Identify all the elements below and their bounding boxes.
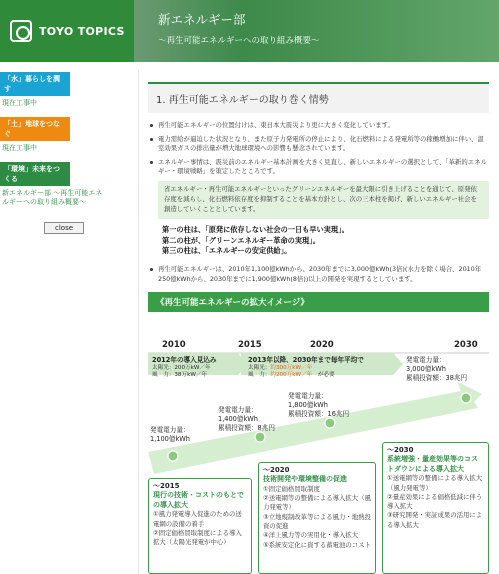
logo-banner[interactable] xyxy=(0,0,134,62)
box-2020: 〜2020 技術開発や環境整備の促進 ①固定価格買取制度 ②送電網等の整備による導入拡大（風力発電等） ③立地規制改革等による風力・地熱投資の促進 ④洋上風力等の実用化・導入拡大 ⑤系統安定化に資する蓄電池のコスト xyxy=(258,462,376,574)
three-pillars xyxy=(162,225,489,257)
sidebar-heading-environment: 「環境」未来をつくる xyxy=(0,162,70,186)
logo-text: TOYO TOPICS xyxy=(39,24,125,38)
sidebar-heading-water: 「水」暮らしを潤す xyxy=(0,72,70,96)
point-2015-label: 発電電力量： 1,400億kWh 累積投資額：8兆円 xyxy=(218,406,275,432)
point-2030 xyxy=(461,393,471,403)
year-2015: 2015 xyxy=(238,340,262,350)
bullet-item: 再生可能エネルギーは、2010年1,100億kWhから、2030年までに3,000億kWh(3倍)(水力を除く場合、2010年250億kWhから、2030年までに1,900億kWh(8倍))以上の開発を実現するとしています。 xyxy=(148,265,489,284)
band-2013-text xyxy=(248,356,398,380)
point-2010 xyxy=(168,451,178,461)
point-2020 xyxy=(325,418,335,428)
sidebar xyxy=(0,72,105,234)
bullet-item: 電力需給が逼迫した状況となり、また原子力発電所の停止により、化石燃料による発電所等の稼働増加に伴い、温室効果ガスの排出量が増大地球環境への影響も懸念されています。 xyxy=(148,135,489,154)
point-2015 xyxy=(255,432,265,442)
sidebar-heading-soil: 「土」地球をつなぐ xyxy=(0,117,70,141)
page-subtitle: 〜再生可能エネルギーへの取り組み概要〜 xyxy=(158,36,320,46)
band-2012-title: 2012年の導入見込み xyxy=(152,356,217,364)
point-2030-label: 発電電力量： 3,000億kWh 累積投資額：38兆円 xyxy=(406,356,468,382)
sidebar-section-soil xyxy=(0,117,105,154)
band-2013-solar: 太陽光：約300万kW／年 xyxy=(248,364,313,371)
band-2013-wind: 風 力：約200万kW／年 が必要 xyxy=(248,372,335,379)
policy-box: 省エネルギー・再生可能エネルギーといったグリーンエネルギーを最大限に引き上げることを通じて、原発依存度を減らし、化石燃料依存度を抑制することを基本方針とし、次の三本柱を掲げ、新しいエネルギー社会を創造していくこととしています。 xyxy=(158,181,489,219)
bullet-item: エネルギー事情は、震災前のエネルギー基本計画を大きく見直し、新しいエネルギーの選択として、「革新的エネルギー・環境戦略」を策定したところです。 xyxy=(148,158,489,177)
bullet-list xyxy=(148,121,489,177)
year-2010: 2010 xyxy=(162,340,186,350)
pillar-3: 第三の柱は、「エネルギーの安定供給」。 xyxy=(162,246,292,256)
bullet-item: 再生可能エネルギーの位置付けは、東日本大震災より更に大きく変化しています。 xyxy=(148,121,489,131)
pillar-2: 第二の柱が、「グリーンエネルギー革命の実現」。 xyxy=(162,235,320,245)
title-banner xyxy=(134,0,499,62)
pillar-1: 第一の柱は、「原発に依存しない社会の一日も早い実現」。 xyxy=(162,224,349,234)
band-2012-wind: 風 力：38万kW／年 xyxy=(152,372,208,379)
sidebar-link-soil[interactable]: 現在工事中 xyxy=(2,143,37,152)
box-2030: 〜2030 系統増強・量産効果等のコストダウンによる導入拡大 ①送電網等の整備による導入拡大（風力発電等） ②量産効果による価格低減に伴う導入拡大 ③研究開発・実証成果の活用による導入拡大 xyxy=(382,442,489,574)
close-button[interactable]: close xyxy=(44,222,84,234)
main-content xyxy=(148,70,489,312)
band-2012-solar: 太陽光：200万kW／年 xyxy=(152,364,211,371)
point-2020-label: 発電電力量： 1,800億kWh 累積投資額：16兆円 xyxy=(288,392,350,418)
logo-icon xyxy=(10,20,32,42)
image-title: 《再生可能エネルギーの拡大イメージ》 xyxy=(148,292,489,312)
expansion-diagram xyxy=(148,334,489,574)
sidebar-section-environment xyxy=(0,162,105,209)
bullet-list-2 xyxy=(148,265,489,284)
sidebar-divider xyxy=(138,70,139,574)
year-2020: 2020 xyxy=(310,340,334,350)
sidebar-link-environment[interactable]: 新エネルギー部 〜再生可能エネルギーへの取り組み概要〜 xyxy=(2,188,103,207)
sidebar-section-water xyxy=(0,72,105,109)
band-2013-title: 2013年以降、2030年まで毎年平均で xyxy=(248,356,364,364)
page-title: 新エネルギー部 xyxy=(158,12,246,27)
band-2012-text xyxy=(152,356,240,380)
year-2030: 2030 xyxy=(454,340,478,350)
point-2010-label: 発電電力量： 1,100億kWh xyxy=(150,426,190,443)
section-heading: 1. 再生可能エネルギーの取り巻く情勢 xyxy=(148,82,489,113)
box-2015: 〜2015 現行の技術・コストのもとでの導入拡大 ①風力発電導入促進のための送電網の設備の着手 ②固定価格買取制度による導入拡大（太陽光発電が中心） xyxy=(148,478,252,574)
sidebar-link-water[interactable]: 現在工事中 xyxy=(2,99,37,107)
